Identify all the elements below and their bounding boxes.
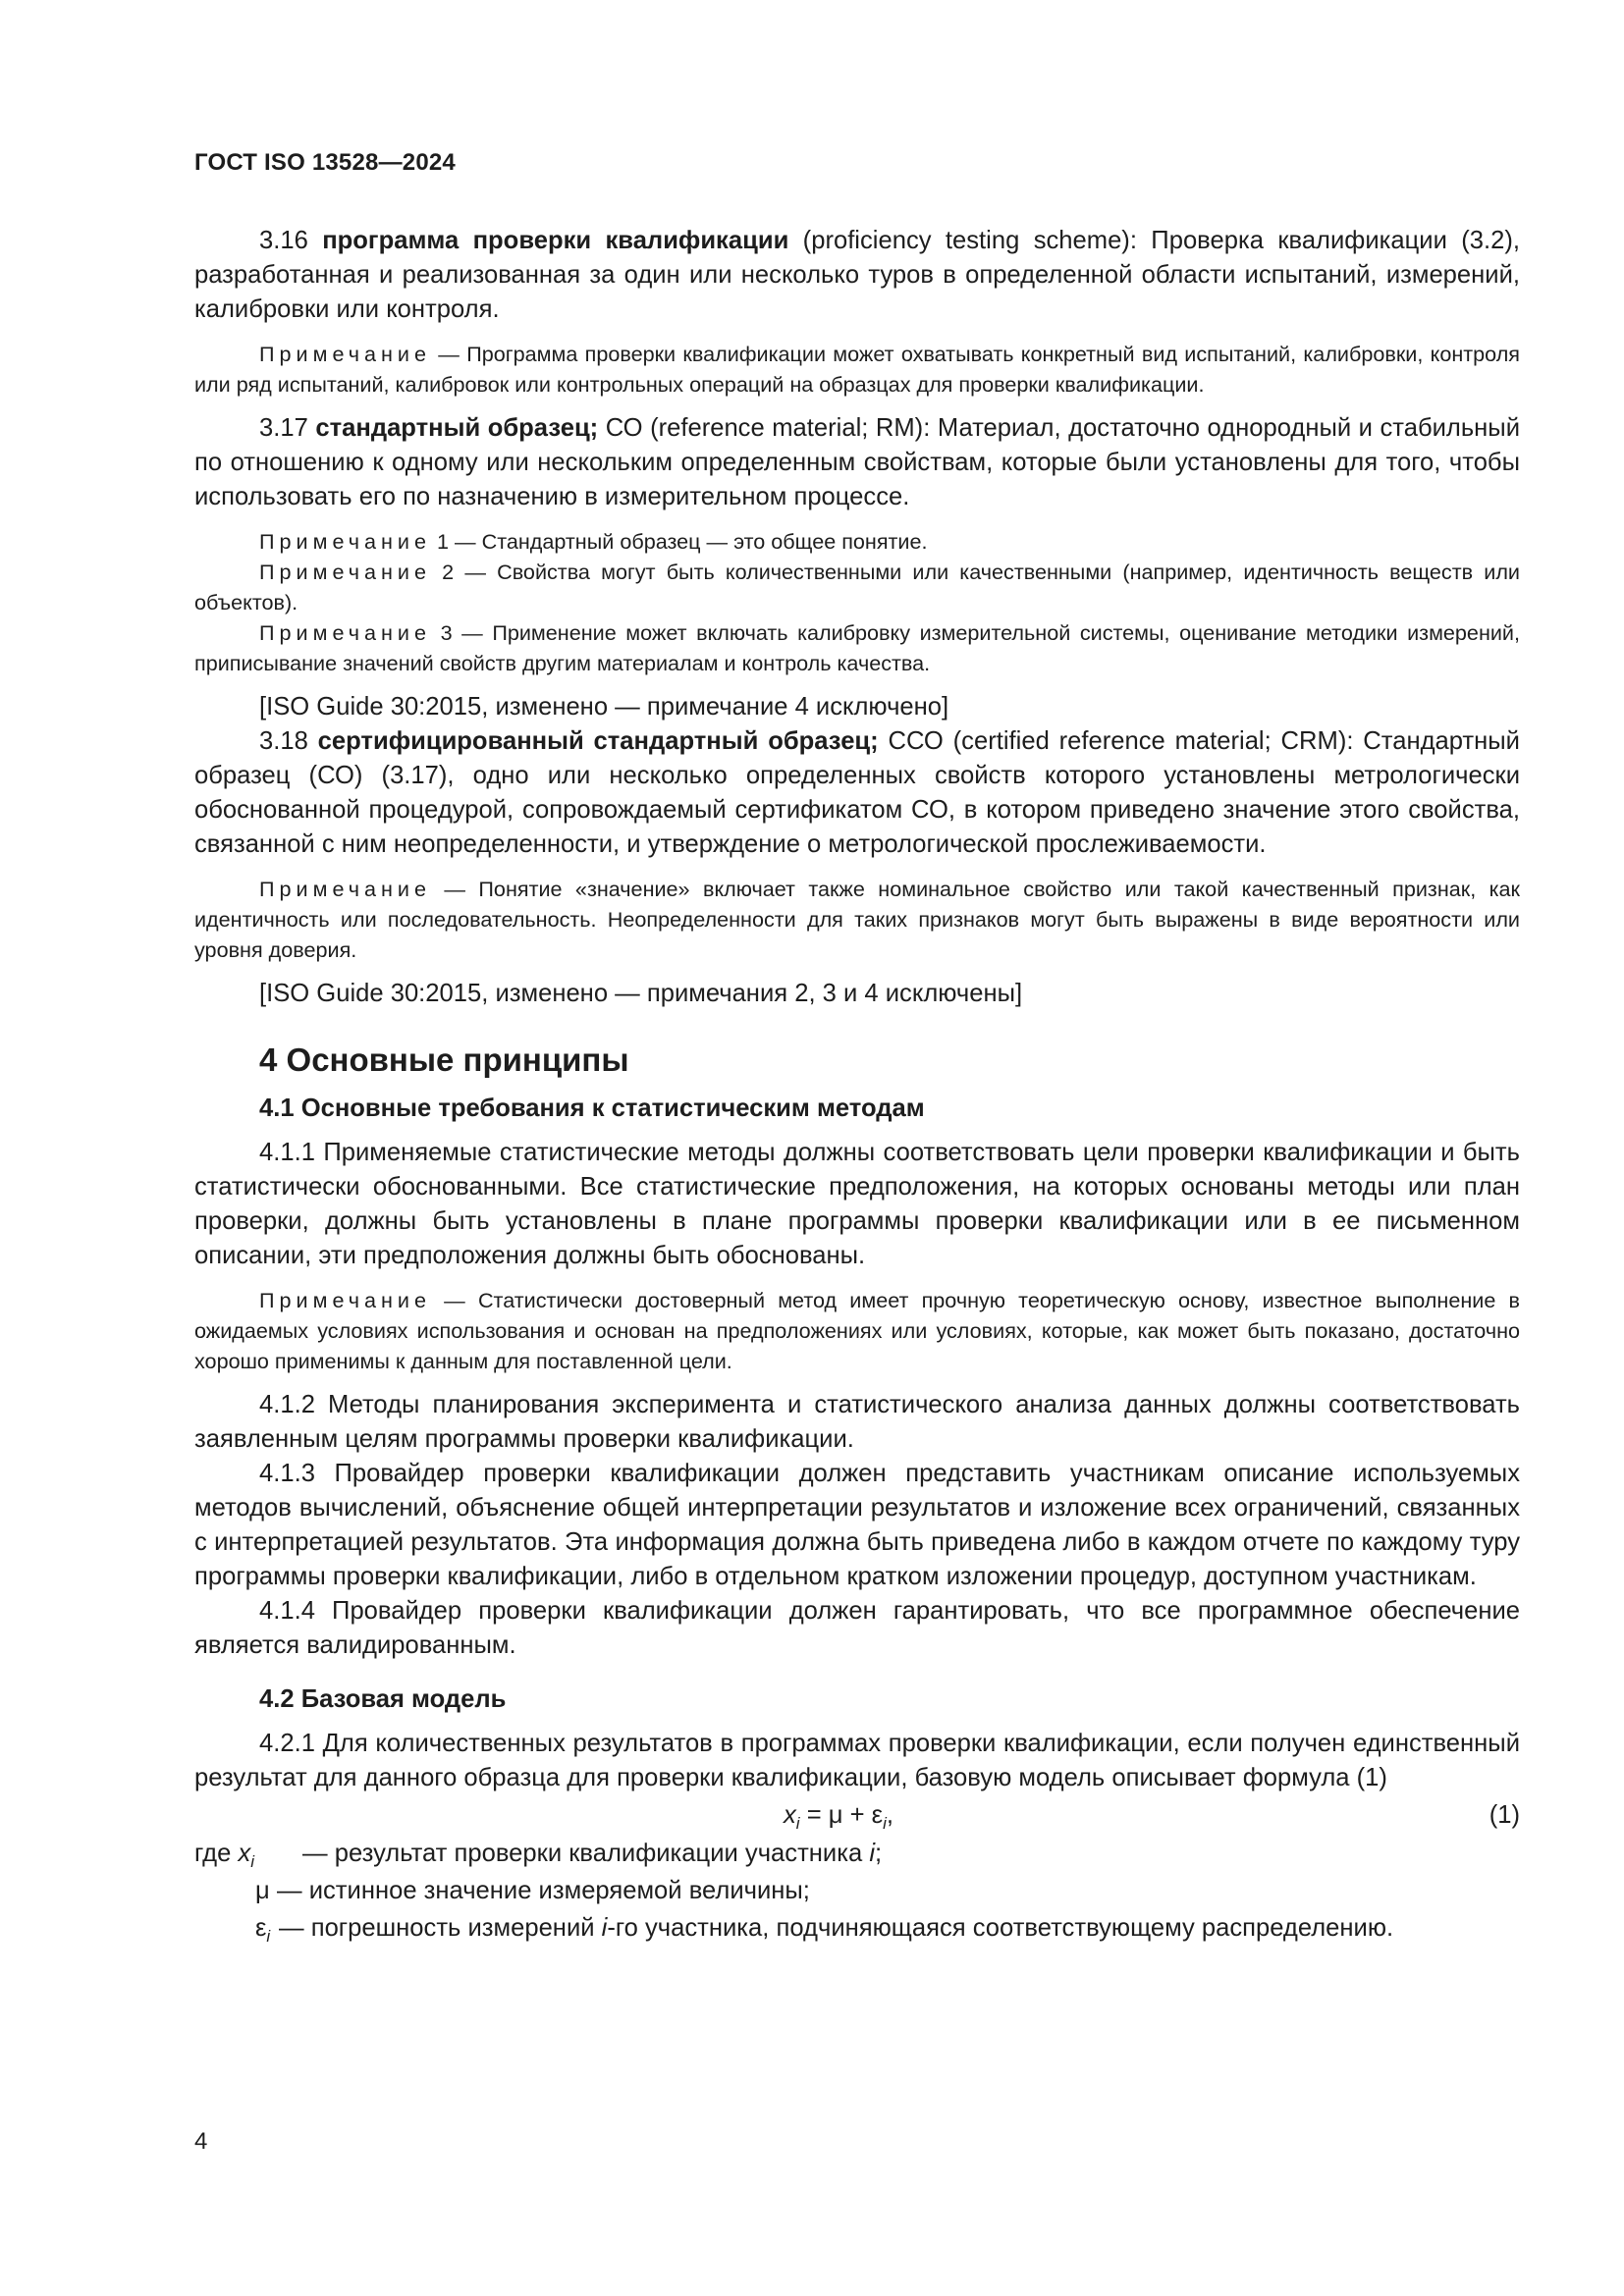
mu-symbol: μ (255, 1877, 270, 1904)
where-eps-desc: — погрешность измерений i-го участника, подчиняющаяся соответствующему распределению. (279, 1914, 1394, 1942)
definition-3-16 (194, 224, 1520, 327)
note-3-17-2 (194, 557, 1520, 617)
note-3-16 (194, 339, 1520, 400)
note-label: Примечание (259, 560, 431, 584)
where-x (194, 1835, 1520, 1872)
where-mu (194, 1872, 1520, 1909)
source-3-18: [ISO Guide 30:2015, изменено — примечания 2, 3 и 4 исключены] (259, 980, 1023, 1007)
note-text: — Статистически достоверный метод имеет прочную теоретическую основу, известное выполнение в ожидаемых условиях использования и основан на предположениях или условиях, которые, как может быть показано, достаточно хорошо применимы к данным для поставленной цели. (194, 1288, 1520, 1373)
note-text: — Программа проверки квалификации может охватывать конкретный вид испытаний, калибровки, контроля или ряд испытаний, калибровок или контрольных операций на образцах для проверки квалификации. (194, 342, 1520, 397)
definition-3-17 (194, 411, 1520, 514)
term-name: сертифицированный стандартный образец; (317, 727, 879, 755)
eps-symbol: $\varepsilon_i$ (255, 1914, 271, 1946)
source-3-17: [ISO Guide 30:2015, изменено — примечание 4 исключено] (259, 693, 949, 721)
note-label: Примечание (259, 877, 431, 901)
section-4-title: 4 Основные принципы (259, 1041, 629, 1078)
subsection-4-1-title: 4.1 Основные требования к статистическим методам (259, 1095, 925, 1122)
note-3-18 (194, 874, 1520, 965)
note-text: 3 — Применение может включать калибровку измерительной системы, оценивание методики измерений, приписывание значений свойств другим материалам и контроль качества. (194, 620, 1520, 675)
paragraph-4-2-1: 4.2.1 Для количественных результатов в программах проверки квалификации, если получен единственный результат для данного образца для проверки квалификации, базовую модель описывает формула (1) (194, 1730, 1520, 1791)
document-header: ГОСТ ISO 13528—2024 (194, 149, 456, 176)
where-label: где $x_i$ (194, 1840, 255, 1871)
note-3-17-1 (194, 526, 1520, 557)
note-text: 2 — Свойства могут быть количественными или качественными (например, идентичность веществ или объектов). (194, 560, 1520, 614)
term-definition: ССО (certified reference material; CRM): Стандартный образец (СО) (3.17), одно или несколько определенных свойств которого установлены метрологически обоснованной процедурой, сопровождаемый сертификатом СО, в котором приведено значение этого свойства, связанной с ним неопределенности, и утверждение о метрологической прослеживаемости. (194, 727, 1520, 858)
note-text: — Понятие «значение» включает также номинальное свойство или такой качественный признак, как идентичность или последовательность. Неопределенности для таких признаков могут быть выражены в виде вероятности или уровня доверия. (194, 877, 1520, 962)
paragraph-4-1-4: 4.1.4 Провайдер проверки квалификации должен гарантировать, что все программное обеспечение является валидированным. (194, 1597, 1520, 1659)
where-mu-desc: — истинное значение измеряемой величины; (277, 1877, 810, 1904)
term-definition: (proficiency testing scheme): Проверка квалификации (3.2), разработанная и реализованная за один или несколько туров в определенной области испытаний, измерений, калибровки или контроля. (194, 227, 1520, 323)
paragraph-4-1-1: 4.1.1 Применяемые статистические методы должны соответствовать цели проверки квалификации и быть статистически обоснованными. Все статистические предположения, на которых основаны методы или план проверки, должны быть установлены в плане программы проверки квалификации или в ее письменном описании, эти предположения должны быть обоснованы. (194, 1139, 1520, 1269)
note-label: Примечание (259, 529, 431, 554)
where-x-desc: — результат проверки квалификации участника i; (302, 1840, 883, 1867)
note-text: 1 — Стандартный образец — это общее понятие. (431, 529, 928, 554)
formula-number: (1) (1489, 1801, 1520, 1829)
paragraph-4-1-2: 4.1.2 Методы планирования эксперимента и статистического анализа данных должны соответствовать заявленным целям программы проверки квалификации. (194, 1391, 1520, 1453)
subsection-4-2-title: 4.2 Базовая модель (259, 1685, 507, 1713)
note-label: Примечание (259, 342, 431, 366)
where-eps (194, 1909, 1520, 1947)
note-label: Примечание (259, 620, 431, 645)
term-number: 3.16 (259, 227, 308, 254)
paragraph-4-1-3: 4.1.3 Провайдер проверки квалификации должен представить участникам описание используемых методов вычислений, объяснение общей интерпретации результатов и изложение всех ограничений, связанных с интерпретацией результатов. Эта информация должна быть приведена либо в каждом отчете по каждому туру программы проверки квалификации, либо в отдельном кратком изложении процедур, доступном участникам. (194, 1460, 1520, 1590)
definition-3-18 (194, 724, 1520, 862)
formula-expression: $x_i = \mu + \varepsilon_i$, (784, 1801, 893, 1833)
term-name: стандартный образец; (315, 414, 599, 442)
term-definition: СО (reference material; RM): Материал, достаточно однородный и стабильный по отношению к одному или нескольким определенным свойствам, которые были установлены для того, чтобы использовать его по назначению в измерительном процессе. (194, 414, 1520, 510)
page-number: 4 (194, 2128, 208, 2155)
formula-1 (194, 1795, 1520, 1835)
note-4-1-1 (194, 1285, 1520, 1376)
note-3-17-3 (194, 617, 1520, 678)
term-number: 3.17 (259, 414, 308, 442)
term-name: программа проверки квалификации (322, 227, 789, 254)
note-label: Примечание (259, 1288, 431, 1312)
term-number: 3.18 (259, 727, 308, 755)
page-content (194, 224, 1520, 1947)
